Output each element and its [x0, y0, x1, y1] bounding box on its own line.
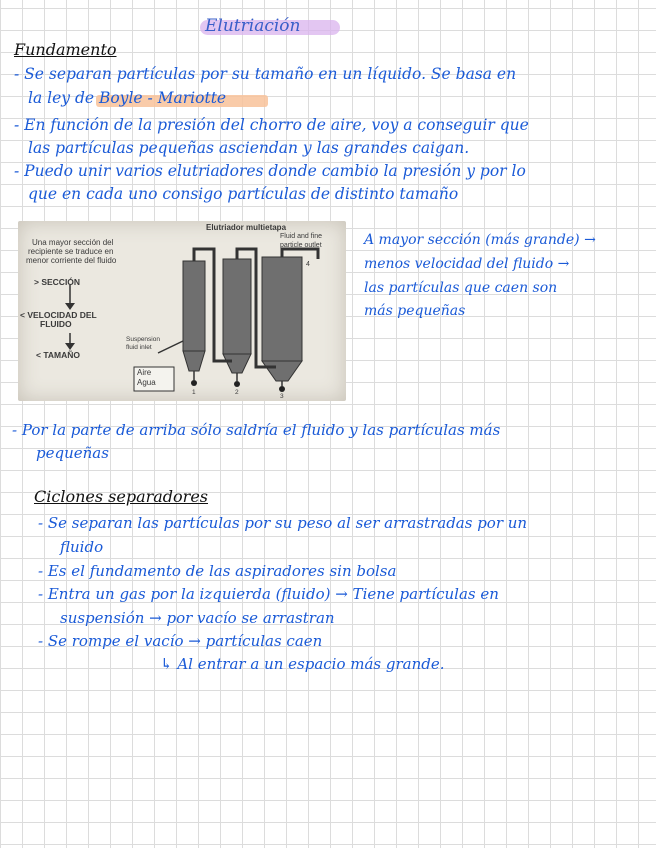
diagram-inlet-label: Suspension: [126, 336, 160, 343]
diagram-caption: recipiente se traduce en: [28, 247, 114, 256]
ciclones-line: ↳ Al entrar a un espacio más grande.: [160, 655, 445, 673]
diagram-outlet-number: 4: [306, 261, 310, 268]
fundamento-line: - Se separan partículas por su tamaño en un líquido. Se basa en: [14, 65, 517, 83]
diagram-outlet-number: 2: [235, 389, 239, 396]
fundamento-line: que en cada uno consigo partículas de distinto tamaño: [28, 185, 459, 203]
ciclones-line: - Se rompe el vacío → partículas caen: [38, 632, 323, 650]
side-note-line: menos velocidad del fluido →: [364, 256, 570, 272]
diagram-step: < TAMAÑO: [36, 350, 80, 360]
fundamento-line: - Puedo unir varios elutriadores donde cambio la presión y por lo: [14, 162, 526, 180]
diagram-outlet-number: 1: [192, 389, 196, 396]
diagram-outlet-label: particle outlet: [280, 242, 322, 249]
diagram-title: Elutriador multietapa: [206, 223, 287, 232]
diagram-outlet-label: Fluid and fine: [280, 233, 323, 240]
diagram-box-label: Agua: [137, 378, 156, 387]
ciclones-line: - Entra un gas por la izquierda (fluido) → Tiene partículas en: [38, 585, 499, 603]
arriba-note-line: - Por la parte de arriba sólo saldría el fluido y las partículas más: [12, 421, 501, 439]
diagram-caption: Una mayor sección del: [32, 238, 114, 247]
diagram-caption: menor corriente del fluido: [26, 256, 117, 265]
fundamento-heading: Fundamento: [14, 40, 117, 59]
side-note-line: A mayor sección (más grande) →: [364, 232, 596, 248]
diagram-step: < VELOCIDAD DEL: [20, 310, 97, 320]
diagram-box-label: Aire: [137, 368, 152, 377]
diagram-step: FLUIDO: [40, 319, 72, 329]
fundamento-line: las partículas pequeñas asciendan y las grandes caigan.: [28, 139, 470, 157]
fundamento-line: - En función de la presión del chorro de aire, voy a conseguir que: [14, 116, 529, 134]
diagram-outlet-number: 3: [280, 393, 284, 400]
ciclones-heading: Ciclones separadores: [34, 487, 208, 506]
elutriator-diagram-photo: [18, 221, 346, 401]
diagram-inlet-label: fluid inlet: [126, 344, 152, 351]
ciclones-line: - Se separan las partículas por su peso al ser arrastradas por un: [38, 514, 528, 532]
diagram-step: > SECCIÓN: [34, 277, 81, 287]
ciclones-line: - Es el fundamento de las aspiradores sin bolsa: [38, 562, 397, 580]
ciclones-line: fluido: [60, 538, 104, 556]
arriba-note-line: pequeñas: [36, 444, 109, 462]
fundamento-line: la ley de Boyle - Mariotte: [28, 89, 227, 107]
side-note-line: más pequeñas: [364, 303, 466, 319]
side-note-line: las partículas que caen son: [364, 280, 558, 296]
page-title: Elutriación: [205, 16, 301, 36]
ciclones-line: suspensión → por vacío se arrastran: [60, 609, 335, 627]
